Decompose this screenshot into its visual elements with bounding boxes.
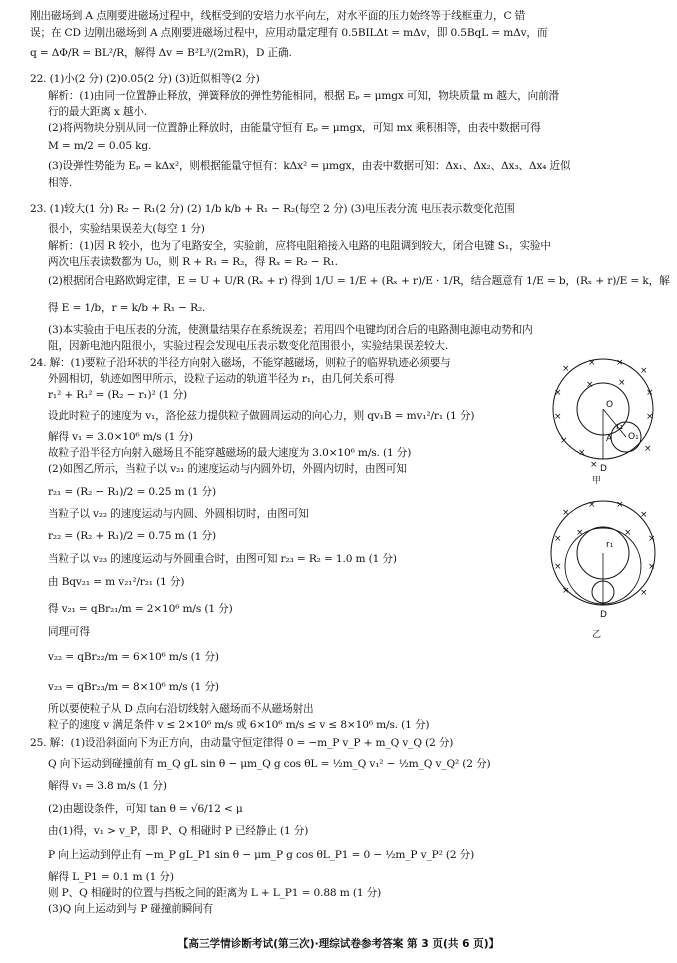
svg-text:×: × <box>562 586 570 596</box>
text-line: (2)由题设条件，可知 tan θ = √6/12 < μ <box>48 803 243 815</box>
svg-text:×: × <box>644 444 652 454</box>
svg-text:×: × <box>562 508 570 518</box>
text-line: 得 v₂₁ = qBr₂₁/m = 2×10⁶ m/s (1 分) <box>48 603 233 615</box>
text-line: (2)将两物块分别从同一位置静止释放时，由能量守恒有 Eₚ = μmgx，可知 mx 乘积相等，由表中数据可得 <box>48 122 541 134</box>
svg-text:×: × <box>554 534 562 544</box>
svg-text:×: × <box>646 412 654 422</box>
text-line: 两次电压表读数都为 U₀，则 R + R₁ = R₂，得 Rₓ = R₂ − R₁. <box>48 256 338 268</box>
text-line: (3)设弹性势能为 Eₚ = kΔx²，则根据能量守恒有：kΔx² = μmgx，由表中数据可知：Δx₁、Δx₂、Δx₃、Δx₄ 近似 <box>48 160 571 172</box>
label-o1: O₁ <box>628 432 639 442</box>
svg-text:×: × <box>640 510 648 520</box>
text-line: 所以要使粒子从 D 点向右沿切线射入磁场而不从磁场射出 <box>48 703 314 715</box>
text-line: 解得 v₁ = 3.0×10⁶ m/s (1 分) <box>48 431 193 443</box>
figure-jia <box>548 355 660 485</box>
svg-text:×: × <box>640 588 648 598</box>
text-line: (2)如图乙所示，当粒子以 v₂₁ 的速度运动与内圆外切，外圆内切时，由图可知 <box>48 463 407 475</box>
text-line: 则 P、Q 相碰时的位置与挡板之间的距离为 L + L_P1 = 0.88 m (1 分) <box>48 887 382 899</box>
svg-text:×: × <box>578 448 586 458</box>
text-line: 解得 L_P1 = 0.1 m (1 分) <box>48 871 174 883</box>
text-line: 由(1)得，v₁ > v_P，即 P、Q 相碰时 P 已经静止 (1 分) <box>48 825 309 837</box>
svg-text:×: × <box>616 358 624 368</box>
svg-text:×: × <box>586 380 594 390</box>
figure-caption: 乙 <box>592 630 602 640</box>
text-line: 当粒子以 v₂₂ 的速度运动与内圆、外圆相切时，由图可知 <box>48 508 309 520</box>
text-line: 粒子的速度 v 满足条件 v ≤ 2×10⁶ m/s 或 6×10⁶ m/s ≤ v ≤ 8×10⁶ m/s. (1 分) <box>48 719 430 731</box>
text-line: q = ΔΦ/R = BL²/R，解得 Δv = B²L³/(2mR)，D 正确. <box>30 47 292 59</box>
text-line: 外圆相切，轨迹如图甲所示，设粒子运动的轨道半径为 r₁，由几何关系可得 <box>48 373 395 385</box>
text-line: 解析：(1)由同一位置静止释放，弹簧释放的弹性势能相同，根据 Eₚ = μmgx 可知，物块质量 m 越大，向前滑 <box>48 90 559 102</box>
text-line: M = m/2 = 0.05 kg. <box>48 140 152 152</box>
text-line: v₂₃ = qBr₂₃/m = 8×10⁶ m/s (1 分) <box>48 681 219 693</box>
svg-text:×: × <box>624 528 632 538</box>
label-d: D <box>600 464 607 474</box>
label-a: A <box>606 434 613 444</box>
svg-text:×: × <box>588 500 596 510</box>
text-line: 同理可得 <box>48 626 90 638</box>
text-line: 解得 v₁ = 3.8 m/s (1 分) <box>48 780 167 792</box>
text-line: 得 E = 1/b，r = k/b + R₁ − R₂. <box>48 302 206 314</box>
text-line: Q 向下运动到碰撞前有 m_Q gL sin θ − μm_Q g cos θL = ½m_Q v₁² − ½m_Q v_Q² (2 分) <box>48 758 491 770</box>
svg-text:×: × <box>562 364 570 374</box>
svg-text:×: × <box>646 388 654 398</box>
page-footer: 【高三学情诊断考试(第三次)·理综试卷参考答案 第 3 页(共 6 页)】 <box>177 938 500 950</box>
question-24-answer: 24. 解：(1)要粒子沿环状的半径方向射入磁场，不能穿越磁场，则粒子的临界轨迹必须要与 <box>30 357 451 369</box>
svg-text:×: × <box>588 358 596 368</box>
svg-text:×: × <box>554 388 562 398</box>
text-line: 故粒子沿半径方向射入磁场且不能穿越磁场的最大速度为 3.0×10⁶ m/s. (1 分) <box>48 447 412 459</box>
text-line: P 向上运动到停止有 −m_P gL_P1 sin θ − μm_P g cos θL_P1 = 0 − ½m_P v_P² (2 分) <box>48 849 475 861</box>
text-line: 行的最大距离 x 越小. <box>48 106 148 118</box>
label-r1: r₁ <box>606 540 614 550</box>
svg-text:×: × <box>576 528 584 538</box>
text-line: 很小，实验结果误差大(每空 1 分) <box>48 223 205 235</box>
label-o: O <box>606 400 614 410</box>
svg-text:×: × <box>616 500 624 510</box>
label-r1: r₁ <box>616 422 624 432</box>
text-line: 误；在 CD 边刚出磁场到 A 点刚要进磁场过程中，应用动量定理有 0.5BILΔt = mΔv，即 0.5BqL = mΔv，而 <box>30 27 548 39</box>
svg-text:×: × <box>560 436 568 446</box>
question-22-answer: 22. (1)小(2 分) (2)0.05(2 分) (3)近似相等(2 分) <box>30 73 260 85</box>
text-line: r₂₁ = (R₂ − R₁)/2 = 0.25 m (1 分) <box>48 486 216 498</box>
svg-text:×: × <box>554 562 562 572</box>
text-line: 刚出磁场到 A 点刚要进磁场过程中，线框受到的安培力水平向左，对水平面的压力始终等于线框重力，C 错 <box>30 10 526 22</box>
svg-text:×: × <box>640 366 648 376</box>
label-d: D <box>600 610 607 620</box>
text-line: v₂₂ = qBr₂₂/m = 6×10⁶ m/s (1 分) <box>48 651 219 663</box>
svg-text:×: × <box>648 534 656 544</box>
text-line: r₁² + R₁² = (R₂ − r₁)² (1 分) <box>48 389 188 401</box>
text-line: (3)本实验由于电压表的分流，使测量结果存在系统误差；若用四个电键均闭合后的电路测电源电动势和内 <box>48 324 533 336</box>
question-23-answer: 23. (1)较大(1 分) R₂ − R₁(2 分) (2) 1/b k/b + R₁ − R₂(每空 2 分) (3)电压表分流 电压表示数变化范围 <box>30 203 515 215</box>
svg-text:×: × <box>590 460 598 470</box>
text-line: 设此时粒子的速度为 v₁，洛伦兹力提供粒子做圆周运动的向心力，则 qv₁B = mv₁²/r₁ (1 分) <box>48 410 475 422</box>
svg-text:×: × <box>648 562 656 572</box>
question-25-answer: 25. 解：(1)设沿斜面向下为正方向，由动量守恒定律得 0 = −m_P v_P + m_Q v_Q (2 分) <box>30 737 454 749</box>
text-line: 阻，因新电池内阻很小，实验过程会发现电压表示数变化范围很小，实验结果误差较大. <box>48 340 449 352</box>
text-line: 由 Bqv₂₁ = m v₂₁²/r₂₁ (1 分) <box>48 576 185 588</box>
text-line: (3)Q 向上运动到与 P 碰撞前瞬间有 <box>48 903 214 915</box>
svg-text:×: × <box>618 378 626 388</box>
figure-yi <box>548 495 660 645</box>
text-line: 相等. <box>48 177 73 189</box>
text-line: (2)根据闭合电路欧姆定律，E = U + U/R (Rₓ + r) 得到 1/U = 1/E + (Rₓ + r)/E · 1/R，结合题意有 1/E = b，(Rₓ + r)/E = k，解 <box>48 275 670 287</box>
figure-caption: 甲 <box>592 476 602 486</box>
text-line: r₂₂ = (R₂ + R₁)/2 = 0.75 m (1 分) <box>48 530 216 542</box>
text-line: 解析：(1)因 R 较小，也为了电路安全，实验前，应将电阻箱接入电路的电阻调到较大，闭合电键 S₁，实验中 <box>48 240 551 252</box>
svg-text:×: × <box>554 412 562 422</box>
text-line: 当粒子以 v₂₃ 的速度运动与外圆重合时，由图可知 r₂₃ = R₂ = 1.0 m (1 分) <box>48 553 397 565</box>
